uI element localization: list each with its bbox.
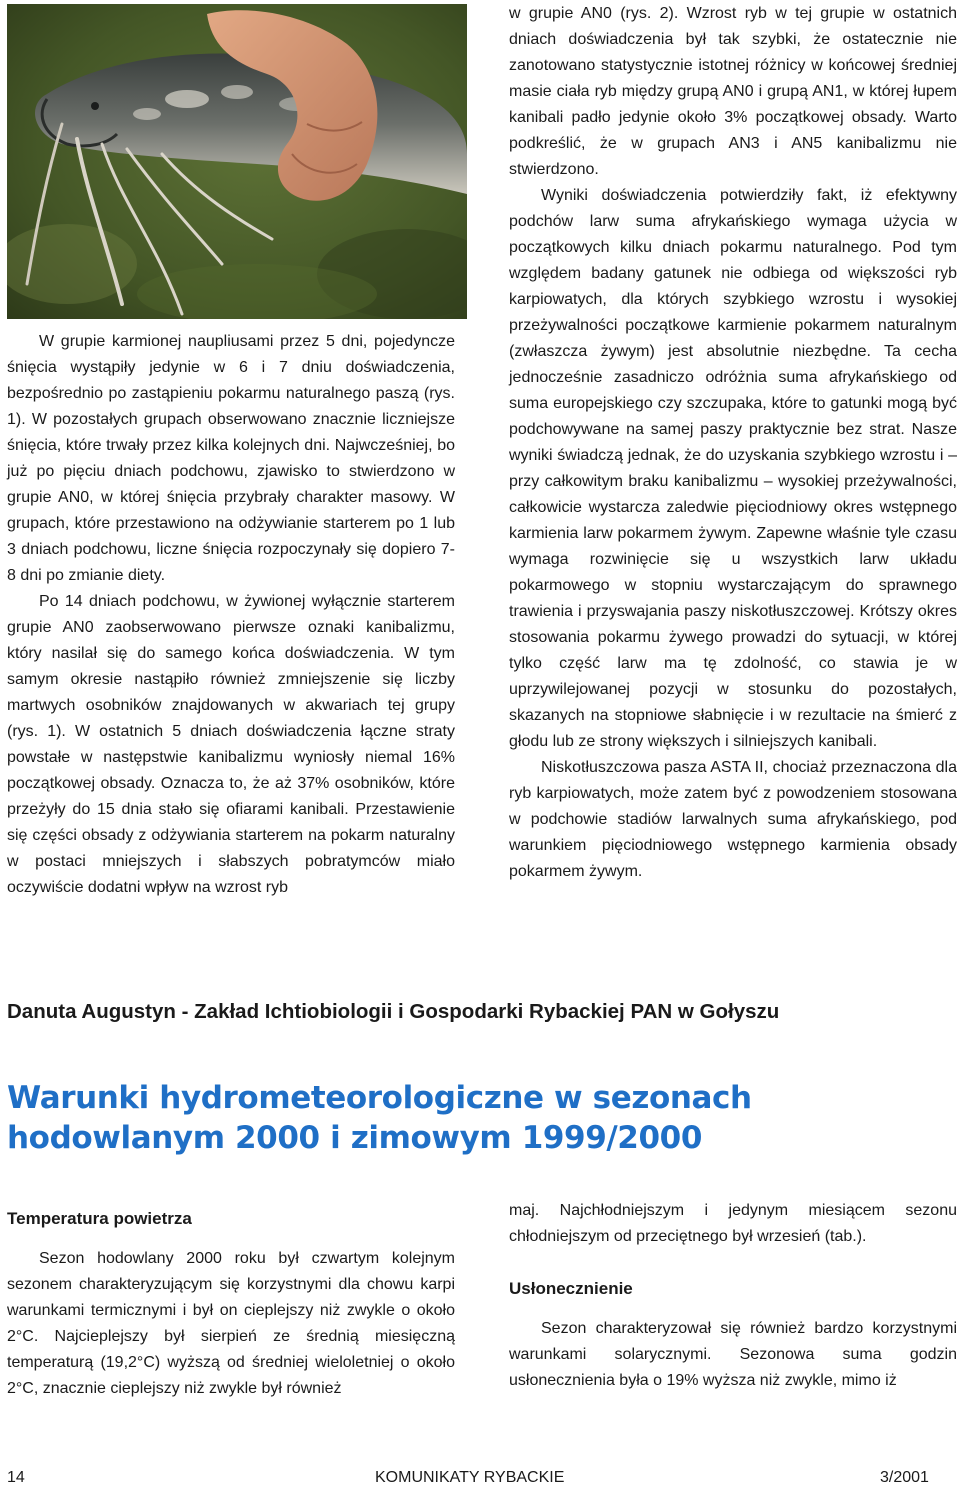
journal-name: KOMUNIKATY RYBACKIE bbox=[375, 1469, 565, 1486]
page-number: 14 bbox=[7, 1469, 25, 1486]
catfish-photo bbox=[7, 4, 467, 319]
paragraph: Wyniki doświadczenia potwierdziły fakt, iż efektywny podchów larw suma afrykańskiego wymaga użycia w początkowych kilku dniach pokarmu naturalnego. Pod tym względem badany gatunek nie odbiega od większości ryb karpiowatych, dla których szybkiego wzrostu i wysokiej przeżywalności początkowe karmienie pokarmem naturalnym (zwłaszcza żywym) jest absolutnie niezbędne. Ta cecha jednocześnie zasadniczo odróżnia suma afrykańskiego od suma europejskiego czy szczupaka, które to gatunki mogą być podchowywane na samej paszy praktycznie bez strat. Nasze wyniki świadczą jednak, że do uzyskania szybkiego wzrostu i – przy całkowitym braku kanibalizmu – wysokiej przeżywalności, całkowicie wystarcza zaledwie pięciodniowy okres wstępnego karmienia larw pokarmem żywym. Zapewne właśnie tyle czasu wymaga rozwinięcie się u wszystkich larw układu pokarmowego w stopniu wystarczającym do sprawnego trawienia i przyswajania paszy niskotłuszczowej. Krótszy okres stosowania pokarmu żywego prowadzi do sytuacji, w której tylko część larw ma tę zdolność, co stawia je w uprzywilejowanej pozycji w stosunku do pozostałych, skazanych na stopniowe słabnięcie i w rezultacie na śmierć z głodu lub ze strony większych i silniejszych kanibali. bbox=[509, 187, 957, 750]
left-column bbox=[7, 329, 455, 901]
paragraph: maj. Najchłodniejszym i jedynym miesiącem sezonu chłodniejszym od przeciętnego był wrzesień (tab.). bbox=[509, 1202, 957, 1245]
paragraph: Po 14 dniach podchowu, w żywionej wyłącznie starterem grupie AN0 zaobserwowano pierwsze oznaki kanibalizmu, który nasilał się do samego końca doświadczenia. W tym samym okresie nastąpiło również zmniejszenie się liczby martwych osobników znajdowanych w akwariach tej grupy (rys. 1). W ostatnich 5 dniach doświadczenia łączne straty powstałe w następstwie kanibalizmu wyniosły niemal 16% początkowej obsady. Oznacza to, że aż 37% osobników, które przeżyły do 15 dnia stało się ofiarami kanibali. Przestawienie się części obsady z odżywiania starterem na pokarm naturalny w postaci mniejszych i słabszych pobratymców miało oczywiście dodatni wpływ na wzrost ryb bbox=[7, 593, 455, 896]
section-heading: Temperatura powietrza bbox=[7, 1209, 192, 1228]
right-column bbox=[509, 1, 957, 885]
paragraph: Sezon charakteryzował się również bardzo korzystnymi warunkami solarycznymi. Sezonowa suma godzin usłonecznienia była o 19% wyższa niż zwykle, mimo iż bbox=[509, 1320, 957, 1389]
issue-number: 3/2001 bbox=[880, 1469, 929, 1486]
bottom-right-column bbox=[509, 1198, 957, 1394]
bottom-left-column bbox=[7, 1208, 455, 1402]
article-title: Warunki hydrometeorologiczne w sezonach hodowlanym 2000 i zimowym 1999/2000 bbox=[7, 1080, 752, 1156]
paragraph: Niskotłuszczowa pasza ASTA II, chociaż przeznaczona dla ryb karpiowatych, może zatem być z powodzeniem stosowana w podchowie stadiów larwalnych suma afrykańskiego, pod warunkiem pięciodniowego wstępnego karmienia obsady pokarmem żywym. bbox=[509, 759, 957, 880]
paragraph: W grupie karmionej naupliusami przez 5 dni, pojedyncze śnięcia wystąpiły jedynie w 6 i 7 dniu doświadczenia, bezpośrednio po zastąpieniu pokarmu naturalnego paszą (rys. 1). W pozostałych grupach obserwowano znacznie liczniejsze śnięcia, które trwały przez kilka kolejnych dni. Najwcześniej, bo już po pięciu dniach podchowu, zjawisko to stwierdzono w grupie AN0, w której śnięcia przybrały charakter masowy. W grupach, które przestawiono na odżywianie starterem po 1 lub 3 dniach podchowu, liczne śnięcia rozpoczynały się dopiero 7-8 dni po zmianie diety. bbox=[7, 333, 455, 584]
paragraph: Sezon hodowlany 2000 roku był czwartym kolejnym sezonem charakteryzującym się korzystnymi dla chowu karpi warunkami termicznymi i był on cieplejszy niż zwykle o około 2°C. Najcieplejszy był sierpień ze średnią miesięczną temperaturą (19,2°C) wyższą od średniej wieloletniej o około 2°C, znacznie cieplejszy niż zwykle był również bbox=[7, 1250, 455, 1397]
catfish-illustration bbox=[7, 4, 467, 319]
paragraph: w grupie AN0 (rys. 2). Wzrost ryb w tej grupie w ostatnich dniach doświadczenia był tak szybki, że ostatecznie nie zanotowano statystycznie istotnej różnicy w końcowej średniej masie ciała ryb między grupą AN0 i grupą AN1, w której łupem kanibali padło jedynie około 3% początkowej obsady. Warto podkreślić, że w grupach AN3 i AN5 kanibalizmu nie stwierdzono. bbox=[509, 5, 957, 178]
section-heading: Usłonecznienie bbox=[509, 1279, 633, 1298]
author-line: Danuta Augustyn - Zakład Ichtiobiologii i Gospodarki Rybackiej PAN w Gołyszu bbox=[7, 1000, 780, 1023]
